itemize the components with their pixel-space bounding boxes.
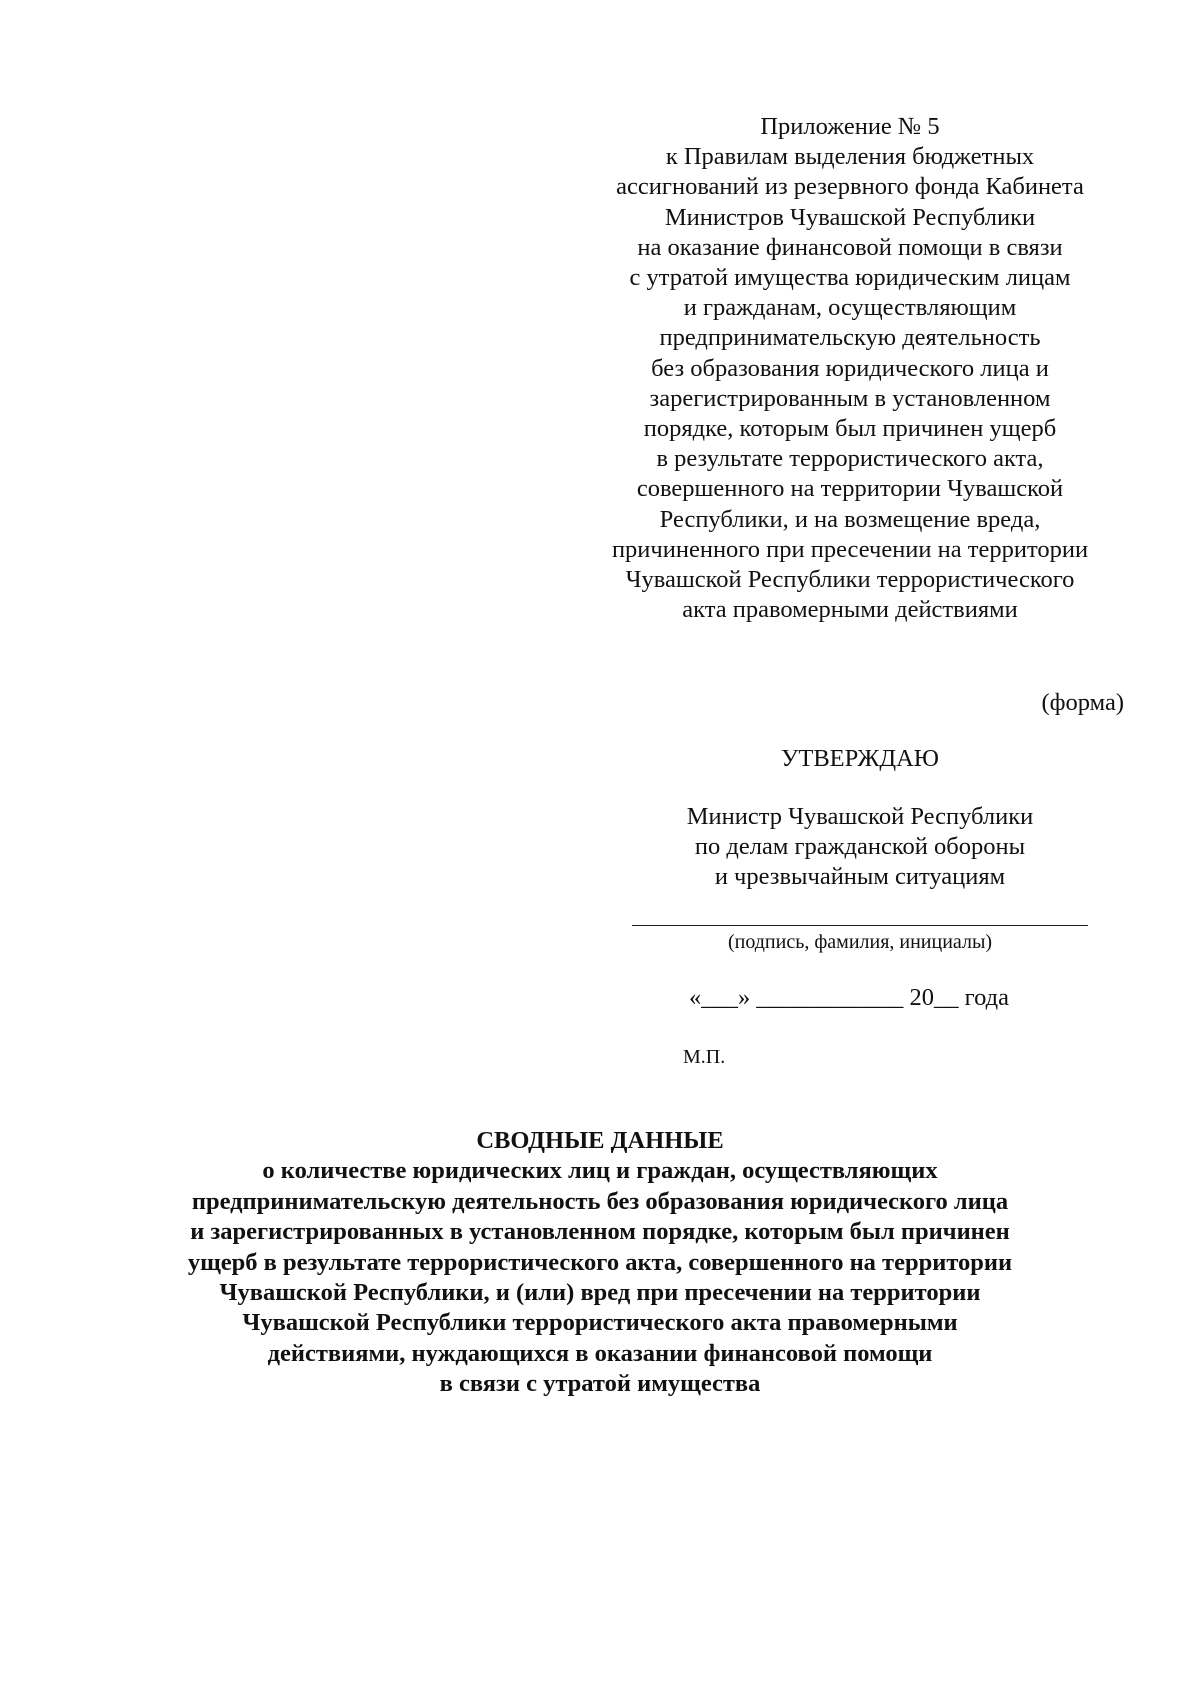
appendix-line: порядке, которым был причинен ущерб bbox=[643, 415, 1057, 443]
signature-line bbox=[632, 925, 1088, 926]
form-label: (форма) bbox=[1041, 689, 1124, 716]
appendix-line: Республики, и на возмещение вреда, bbox=[659, 505, 1041, 533]
appendix-line: Приложение № 5 bbox=[760, 113, 940, 140]
approver-position-line: по делам гражданской обороны bbox=[694, 833, 1026, 860]
appendix-line: Министров Чувашской Республики bbox=[664, 203, 1036, 231]
appendix-line: причиненного при пресечении на территории bbox=[611, 535, 1089, 563]
summary-line: и зарегистрированных в установленном порядке, которым был причинен bbox=[190, 1218, 1010, 1246]
summary-line: в связи с утратой имущества bbox=[439, 1370, 761, 1398]
appendix-line: с утратой имущества юридическим лицам bbox=[629, 264, 1071, 292]
summary-line: Чувашской Республики, и (или) вред при пресечении на территории bbox=[219, 1279, 981, 1307]
appendix-line: к Правилам выделения бюджетных bbox=[665, 143, 1035, 171]
summary-line: Чувашской Республики террористического акта правомерными bbox=[242, 1309, 958, 1337]
appendix-line: без образования юридического лица и bbox=[651, 354, 1049, 382]
appendix-line: зарегистрированным в установленном bbox=[649, 384, 1051, 412]
date-line: «___» ____________ 20__ года bbox=[689, 984, 1009, 1011]
appendix-line: предпринимательскую деятельность bbox=[659, 324, 1041, 352]
summary-line: действиями, нуждающихся в оказании финансовой помощи bbox=[267, 1339, 933, 1367]
summary-line: предпринимательскую деятельность без образования юридического лица bbox=[191, 1187, 1009, 1215]
appendix-block bbox=[590, 112, 1110, 625]
appendix-line: Чувашской Республики террористического bbox=[625, 566, 1075, 594]
summary-heading-block bbox=[100, 1126, 1100, 1400]
appendix-line: и гражданам, осуществляющим bbox=[683, 294, 1017, 322]
appendix-line: на оказание финансовой помощи в связи bbox=[637, 233, 1063, 261]
appendix-line: акта правомерными действиями bbox=[682, 596, 1018, 624]
stamp-placeholder: М.П. bbox=[683, 1046, 726, 1068]
approver-position-line: и чрезвычайным ситуациям bbox=[714, 863, 1006, 890]
appendix-line: в результате террористического акта, bbox=[656, 445, 1044, 473]
summary-line: ущерб в результате террористического акта, совершенного на территории bbox=[187, 1248, 1013, 1276]
approval-heading: УТВЕРЖДАЮ bbox=[781, 745, 939, 772]
approval-block bbox=[640, 744, 1080, 892]
approver-position-line: Министр Чувашской Республики bbox=[686, 803, 1034, 830]
appendix-line: ассигнований из резервного фонда Кабинета bbox=[616, 173, 1084, 201]
appendix-line: совершенного на территории Чувашской bbox=[636, 475, 1064, 503]
summary-title: СВОДНЫЕ ДАННЫЕ bbox=[476, 1127, 724, 1154]
signature-caption: (подпись, фамилия, инициалы) bbox=[727, 931, 993, 953]
summary-line: о количестве юридических лиц и граждан, осуществляющих bbox=[262, 1157, 938, 1185]
